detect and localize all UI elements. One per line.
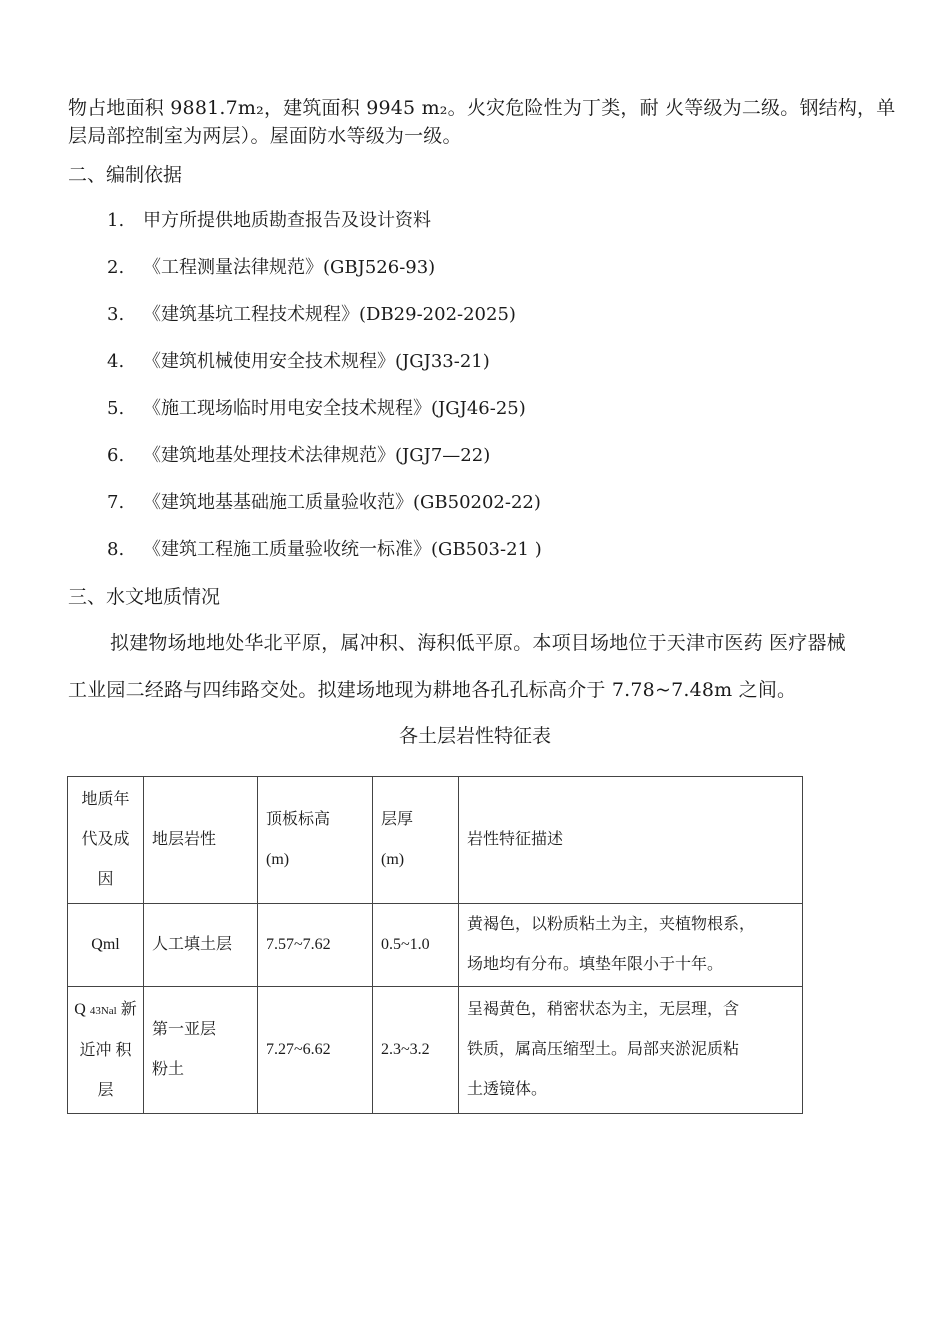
hydro-para-line-1: 拟建物场地地处华北平原，属冲积、海积低平原。本项目场地位于天津市医药 医疗器械 — [110, 632, 846, 654]
basis-item: 5. 《施工现场临时用电安全技术规程》(JGJ46-25) — [107, 398, 526, 419]
soil-properties-table — [67, 776, 803, 1114]
table-row — [68, 904, 803, 987]
table-row — [68, 987, 803, 1114]
header-top-elevation: 顶板标高 (m) — [258, 777, 373, 904]
basis-item: 7. 《建筑地基基础施工质量验收范》(GB50202-22) — [107, 492, 541, 513]
section-heading-hydrogeology: 三、水文地质情况 — [68, 586, 221, 608]
basis-item: 8. 《建筑工程施工质量验收统一标准》(GB503-21 ) — [107, 539, 542, 560]
header-geologic-age: 地质年 代及成 因 — [68, 777, 144, 904]
section-heading-basis: 二、编制依据 — [68, 164, 183, 186]
header-thickness: 层厚 (m) — [373, 777, 459, 904]
header-lithology: 地层岩性 — [144, 777, 258, 904]
hydro-para-line-2: 工业园二经路与四纬路交处。拟建场地现为耕地各孔孔标高介于 7.78~7.48m 之间。 — [68, 679, 797, 701]
cell-thickness: 0.5~1.0 — [373, 904, 459, 987]
table-header-row — [68, 777, 803, 904]
intro-line-2: 层局部控制室为两层）。屋面防水等级为一级。 — [68, 125, 462, 147]
intro-line-1: 物占地面积 9881.7m₂，建筑面积 9945 m₂。火灾危险性为丁类，耐 火等级为二级。钢结构，单 — [68, 97, 896, 119]
cell-lithology: 第一亚层 粉土 — [144, 987, 258, 1114]
basis-item: 2. 《工程测量法律规范》(GBJ526-93) — [107, 257, 436, 278]
basis-item: 4. 《建筑机械使用安全技术规程》(JGJ33-21) — [107, 351, 490, 372]
cell-age: Qml — [68, 904, 144, 987]
cell-description: 呈褐黄色，稍密状态为主，无层理，含 铁质，属高压缩型土。局部夹淤泥质粘 土透镜体。 — [459, 987, 803, 1114]
cell-top-elevation: 7.27~6.62 — [258, 987, 373, 1114]
basis-item: 6. 《建筑地基处理技术法律规范》(JGJ7—22) — [107, 445, 491, 466]
basis-item: 3. 《建筑基坑工程技术规程》(DB29-202-2025) — [107, 304, 516, 325]
cell-lithology: 人工填土层 — [144, 904, 258, 987]
cell-top-elevation: 7.57~7.62 — [258, 904, 373, 987]
cell-thickness: 2.3~3.2 — [373, 987, 459, 1114]
table-caption: 各土层岩性特征表 — [398, 725, 551, 747]
header-description: 岩性特征描述 — [459, 777, 803, 904]
cell-age: Q 43Nal 新 近冲 积 层 — [68, 987, 144, 1114]
cell-description: 黄褐色，以粉质粘土为主，夹植物根系， 场地均有分布。填垫年限小于十年。 — [459, 904, 803, 987]
basis-item: 1. 甲方所提供地质勘查报告及设计资料 — [107, 210, 431, 231]
